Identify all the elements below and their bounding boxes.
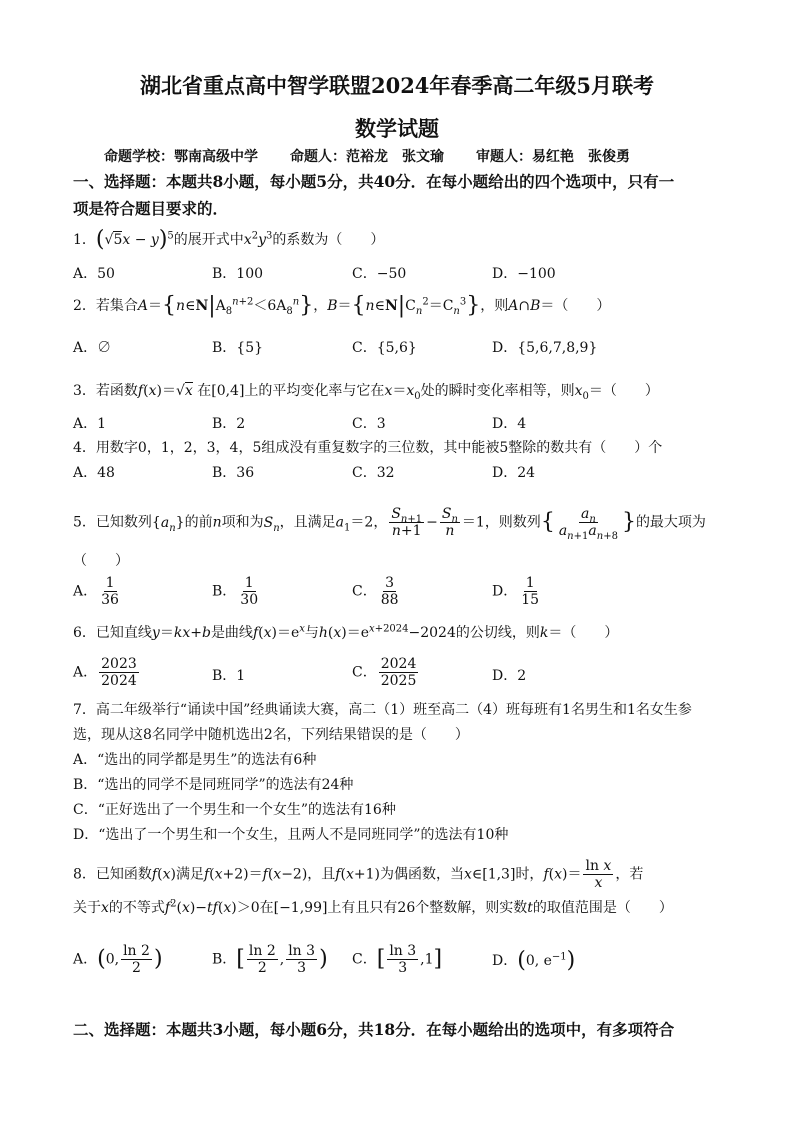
q3-option-b[interactable]: B．2	[212, 416, 246, 432]
question-4: 4．用数字0，1，2，3，4，5组成没有重复数字的三位数，其中能被5整除的数共有（ ）个	[73, 440, 663, 456]
q6-option-c[interactable]: C． $\frac{2024}{2025}$	[352, 656, 417, 689]
q1-option-d[interactable]: D．−100	[492, 266, 556, 282]
question-7-line2: 选，现从这8名同学中随机选出2名，下列结果错误的是（ ）	[73, 727, 469, 743]
q5-option-c[interactable]: C． $\frac{3}{88}$	[352, 575, 399, 608]
q5-option-b[interactable]: B． $\frac{1}{30}$	[212, 575, 259, 608]
question-2: 2．若集合$A=\{n\in N|A_8^{n+2}<6A_8^n\}$，$B=\{n\in N|C_n^2=C_n^3\}$，则A∩B＝（ ）	[73, 293, 611, 318]
q2-option-b[interactable]: B．{5}	[212, 340, 264, 356]
q5-option-a[interactable]: A． $\frac{1}{36}$	[73, 575, 119, 608]
question-8-line2: 关于x的不等式$f^2(x)-tf(x)>0$在[−1,99]上有且只有26个整数解，则实数t的取值范围是（ ）	[73, 898, 673, 916]
question-8-line1: 8．已知函数f(x)满足f(x+2)＝f(x−2)，且f(x+1)为偶函数，当x∈[1,3]时，f(x)＝ $\frac{\text{ln x}}{x}$ ，若	[73, 858, 644, 891]
q6-option-d[interactable]: D．2	[492, 668, 527, 684]
question-1: 1．$(√5x - y)^5$的展开式中$x^2y^3$的系数为（ ）	[73, 227, 385, 252]
question-5: 5．已知数列$\{a_n\}$的前n项和为$S_n$，且满足$a_1=2$， $\frac{S_{n+1}}{n+1}$ − $\frac{S_n}{n}$ ＝1，则数列{ $\frac{a_n}{a_{n+1}a_{n+8}}$ }的最大项为	[73, 506, 706, 542]
q6-option-a[interactable]: A． $\frac{2023}{2024}$	[73, 656, 137, 689]
q1-option-b[interactable]: B．100	[212, 266, 264, 282]
q6-option-b[interactable]: B．1	[212, 668, 246, 684]
author-line	[104, 146, 630, 166]
q8-option-d[interactable]: D．(0, $e^{-1}$)	[492, 948, 576, 973]
q3-option-d[interactable]: D．4	[492, 416, 527, 432]
q7-option-b[interactable]: B．“选出的同学不是同班同学”的选法有24种	[73, 777, 354, 793]
section1-heading: 一、选择题：本题共8小题，每小题5分，共40分．在每小题给出的四个选项中，只有一 项是符合题目要求的．	[73, 172, 675, 218]
setter-school: 命题学校：鄂南高级中学	[104, 149, 258, 165]
section2-heading: 二、选择题：本题共3小题，每小题6分，共18分．在每小题给出的选项中，有多项符合	[73, 1020, 675, 1039]
q3-option-c[interactable]: C．3	[352, 416, 386, 432]
q2-option-a[interactable]: A．∅	[73, 340, 112, 356]
q5-paren: （ ）	[73, 553, 129, 569]
q7-option-a[interactable]: A．“选出的同学都是男生”的选法有6种	[73, 752, 317, 768]
setter-names: 命题人：范裕龙 张文瑜	[290, 149, 444, 165]
q8-option-c[interactable]: C．[ $\frac{\ln 3}{3}$ ,1]	[352, 943, 443, 976]
q8-option-a[interactable]: A．(0, $\frac{\ln 2}{2}$ )	[73, 943, 163, 976]
q7-option-c[interactable]: C．“正好选出了一个男生和一个女生”的选法有16种	[73, 802, 396, 818]
q1-option-a[interactable]: A．50	[73, 266, 115, 282]
q7-option-d[interactable]: D．“选出了一个男生和一个女生，且两人不是同班同学”的选法有10种	[73, 827, 509, 843]
reviewer-names: 审题人：易红艳 张俊勇	[476, 149, 630, 165]
q4-option-c[interactable]: C．32	[352, 465, 395, 481]
exam-title: 湖北省重点高中智学联盟2024年春季高二年级5月联考	[139, 73, 655, 98]
q1-option-c[interactable]: C．−50	[352, 266, 407, 282]
q8-option-b[interactable]: B．[ $\frac{\ln 2}{2}$ , $\frac{\ln 3}{3}$ )	[212, 943, 328, 976]
q2-option-d[interactable]: D．{5,6,7,8,9}	[492, 340, 598, 356]
question-7-line1: 7．高二年级举行“诵读中国”经典诵读大赛，高二（1）班至高二（4）班每班有1名男生和1名女生参	[73, 702, 692, 718]
question-6: 6．已知直线y＝kx+b是曲线$f(x)=e^x$与$h(x)=e^{x+2024}-2024$的公切线，则k＝（ ）	[73, 623, 619, 641]
q2-option-c[interactable]: C．{5,6}	[352, 340, 417, 356]
q3-option-a[interactable]: A．1	[73, 416, 107, 432]
exam-subtitle: 数学试题	[355, 116, 439, 141]
q4-option-b[interactable]: B．36	[212, 465, 255, 481]
q4-option-d[interactable]: D．24	[492, 465, 536, 481]
question-3: 3．若函数f(x)＝√x 在[0,4]上的平均变化率与它在$x=x_0$处的瞬时变化率相等，则$x_0=$（ ）	[73, 383, 659, 402]
q4-option-a[interactable]: A．48	[73, 465, 115, 481]
q5-option-d[interactable]: D． $\frac{1}{15}$	[492, 575, 540, 608]
